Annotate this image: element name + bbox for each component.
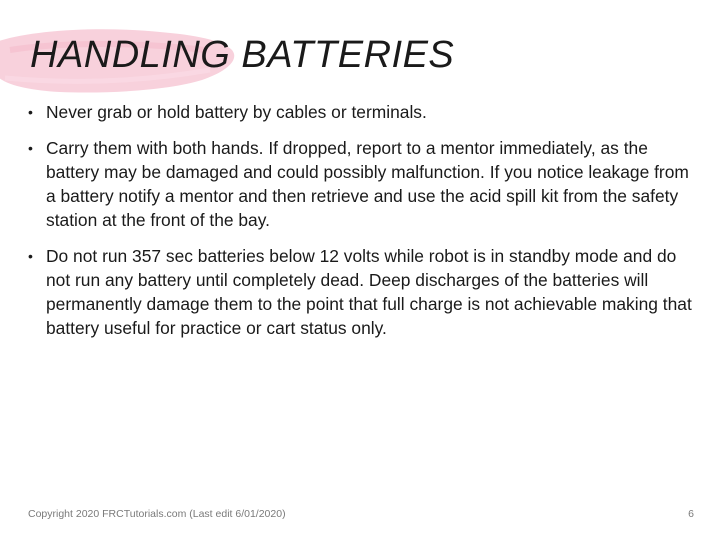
bullet-dot-icon: • <box>28 140 33 156</box>
page-number: 6 <box>688 508 694 520</box>
bullet-list <box>28 100 703 352</box>
bullet-item <box>28 136 703 232</box>
bullet-item <box>28 244 703 340</box>
bullet-dot-icon: • <box>28 248 33 264</box>
bullet-text: Never grab or hold battery by cables or terminals. <box>46 102 427 122</box>
bullet-text: Carry them with both hands. If dropped, report to a mentor immediately, as the battery may be damaged and could possibly malfunction. If you notice leakage from a battery notify a mentor and then retrieve and use the acid spill kit from the safety station at the front of the bay. <box>46 138 689 230</box>
slide-title: HANDLING BATTERIES <box>30 34 455 76</box>
bullet-text: Do not run 357 sec batteries below 12 volts while robot is in standby mode and do not run any battery until completely dead. Deep discharges of the batteries will permanently damage them to the point that full charge is not achievable making that battery useful for practice or cart status only. <box>46 246 692 338</box>
bullet-dot-icon: • <box>28 104 33 120</box>
bullet-item <box>28 100 703 124</box>
footer-copyright: Copyright 2020 FRCTutorials.com (Last edit 6/01/2020) <box>28 508 286 520</box>
